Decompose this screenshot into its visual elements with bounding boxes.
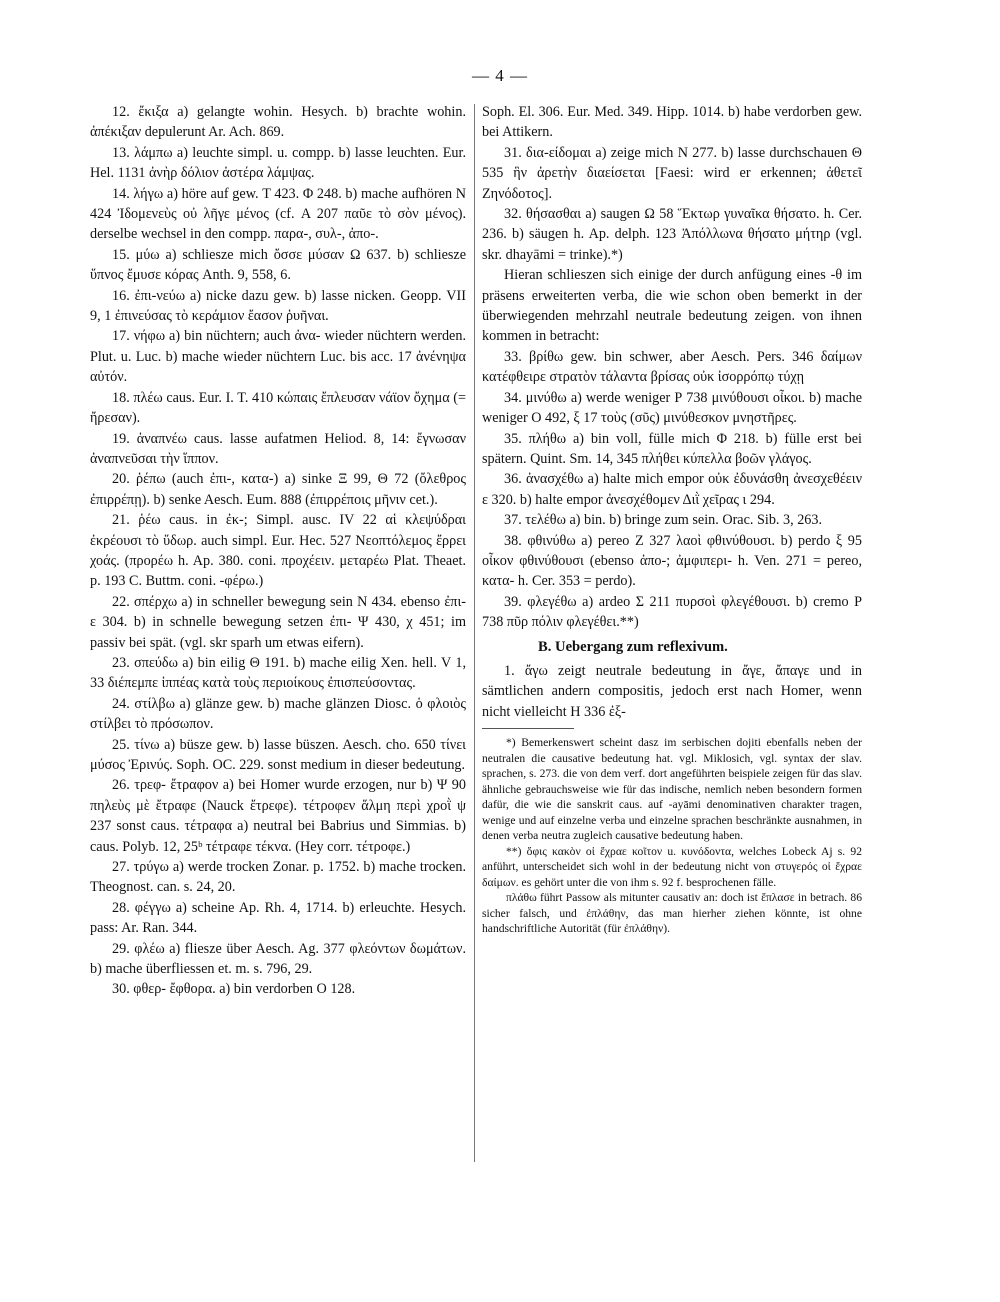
entry-22: 22. σπέρχω a) in schneller bewegung sein Ν 434. ebenso ἐπι- ε 304. b) in schnelle bewegung setzen ἐπι- Ψ 430, χ 451; im passiv bei spät. (vgl. skr sparh um etwas eifern).	[90, 593, 466, 651]
entry-35: 35. πλήθω a) bin voll, fülle mich Φ 218. b) fülle erst bei spätern. Quint. Sm. 14, 345 πλήθει κύπελλα βοῶν γλάγος.	[482, 430, 862, 467]
entry-32: 32. θήσασθαι a) saugen Ω 58 Ἕκτωρ γυναῖκα θήσατο. h. Cer. 236. b) säugen h. Ap. delph. 123 Ἀπόλλωνα θήσατο μήτηρ (vgl. skr. dhayāmi = trinke).*)	[482, 206, 862, 263]
entry-19: 19. ἀναπνέω caus. lasse aufatmen Heliod. 8, 14: ἔγνωσαν ἀναπνεῦσαι τὴν ἵππον.	[90, 430, 466, 467]
entry-17: 17. νήφω a) bin nüchtern; auch ἀνα- wieder nüchtern werden. Plut. u. Luc. b) mache wieder nüchtern Luc. bis acc. 17 ἀνένηψα αὐτόν.	[90, 328, 466, 386]
entry-33: 33. βρίθω gew. bin schwer, aber Aesch. Pers. 346 δαίμων κατέφθειρε στρατὸν τάλαντα βρίσας οὐκ ἰσορρόπῳ τύχῃ	[482, 348, 862, 386]
entry-30-continued: Soph. El. 306. Eur. Med. 349. Hipp. 1014. b) habe verdorben gew. bei Attikern.	[482, 104, 862, 141]
footnote-2: **) ὄφις κακὸν οἱ ἔχραε κοῖτον u. κυνόδοντα, welches Lobeck Aj s. 92 anführt, unterscheidet sich wohl in der bedeutung nicht von στυγερός οἱ ἔχραε δαίμων. es gehört unter die von ihm s. 92 f. besprochenen fälle.	[482, 844, 862, 889]
footnote-1: *) Bemerkenswert scheint dasz im serbischen dojiti ebenfalls neben der neutralen die causative bedeutung hat. vgl. Miklosich, vgl. syntax der slav. sprachen, s. 273. die von dem verf. dort angeführten beispiele zeigen für das slav. ähnliche gebrauchsweise wie für das indische, nemlich neben besondern formen dafür, die wie die sanskrit caus. auf -ayāmi denominativen charakter tragen, wenige und auf einzelne verba und einzelne sprachen beschränkte ausnahmen, in denen verba neutra zugleich causative bedeutung haben.	[482, 736, 862, 843]
entry-27: 27. τρύγω a) werde trocken Zonar. p. 1752. b) mache trocken. Theognost. can. s. 24, 20.	[90, 859, 466, 896]
intro-paragraph: Hieran schlieszen sich einige der durch anfügung eines -θ im präsens erweiterten verba, die wie schon oben bemerkt in der überwiegenden mehrzahl neutrale bedeutung zeigen. von ihnen kommen in betracht:	[482, 267, 862, 345]
entry-28: 28. φέγγω a) scheine Ap. Rh. 4, 1714. b) erleuchte. Hesych. pass: Ar. Ran. 344.	[90, 899, 466, 937]
entry-34: 34. μινύθω a) werde weniger Ρ 738 μινύθουσι οἶκοι. b) mache weniger Ο 492, ξ 17 τοὺς (σῦς) μινύθεσκον μνηστῆρες.	[482, 389, 862, 427]
entry-23: 23. σπεύδω a) bin eilig Θ 191. b) mache eilig Xen. hell. V 1, 33 διέπεμπε ἱππέας κατὰ τοὺς περιοίκους ἐπισπεύσοντας.	[90, 654, 466, 692]
entry-29: 29. φλέω a) fliesze über Aesch. Ag. 377 φλεόντων δωμάτων. b) mache überfliessen et. m. s. 796, 29.	[90, 940, 466, 978]
column-divider	[474, 104, 475, 1162]
entry-26: 26. τρεφ- ἔτραφον a) bei Homer wurde erzogen, nur b) Ψ 90 πηλεὺς μὲ ἔτραφε (Nauck ἔτρεφε). τέτροφεν ἅλμη περὶ χροῒ ψ 237 sonst caus. τέτραφα a) neutral bei Babrius und Simmias. b) caus. Polyb. 12, 25ᵇ τέτραφε τέκνα. (Hey corr. τέτροφε.)	[90, 777, 466, 855]
entry-31: 31. δια-είδομαι a) zeige mich Ν 277. b) lasse durchschauen Θ 535 ἣν ἀρετὴν διαείσεται [Faesi: wird er erkennen; ἀθετεῖ Ζηνόδοτος].	[482, 144, 862, 202]
entry-25: 25. τίνω a) büsze gew. b) lasse büszen. Aesch. cho. 650 τίνει μύσος Ἐρινύς. Soph. OC. 229. sonst medium in dieser bedeutung.	[90, 736, 466, 773]
left-column	[90, 102, 466, 1000]
entry-39: 39. φλεγέθω a) ardeo Σ 211 πυρσοὶ φλεγέθουσι. b) cremo Ρ 738 πῦρ πόλιν φλεγέθει.**)	[482, 593, 862, 631]
footnote-3: πλάθω führt Passow als mitunter causativ an: doch ist ἔπλασε in betrach. 86 sicher falsch, und ἐπλάθην, das man hierher ziehen könnte, ist ohne handschriftliche Autorität (für ἐπλάθην).	[482, 891, 862, 936]
entry-13: 13. λάμπω a) leuchte simpl. u. compp. b) lasse leuchten. Eur. Hel. 1131 ἀνὴρ δόλιον ἀστέρα λάμψας.	[90, 144, 466, 182]
entry-24: 24. στίλβω a) glänze gew. b) mache glänzen Diosc. ὁ φλοιὸς στίλβει τὸ πρόσωπον.	[90, 695, 466, 733]
entry-18: 18. πλέω caus. Eur. I. T. 410 κώπαις ἔπλευσαν νάϊον ὄχημα (= ἤρεσαν).	[90, 389, 466, 427]
entry-15: 15. μύω a) schliesze mich ὄσσε μύσαν Ω 637. b) schliesze ὕπνος ἔμυσε κόρας Anth. 9, 558, 6.	[90, 246, 466, 284]
entry-20: 20. ῥέπω (auch ἐπι-, κατα-) a) sinke Ξ 99, Θ 72 (ὄλεθρος ἐπιρρέπῃ). b) senke Aesch. Eum. 888 (ἐπιρρέποις μῆνιν cet.).	[90, 471, 466, 508]
page-number: — 4 —	[472, 66, 528, 85]
entry-30: 30. φθερ- ἔφθορα. a) bin verdorben Ο 128.	[112, 981, 356, 998]
footnote-rule	[482, 728, 574, 729]
right-column	[482, 102, 862, 937]
entry-37: 37. τελέθω a) bin. b) bringe zum sein. Orac. Sib. 3, 263.	[504, 512, 823, 529]
entry-36: 36. ἀνασχέθω a) halte mich empor οὐκ ἐδυνάσθη ἀνεσχεθέειν ε 320. b) halte empor ἀνεσχέθομεν Διῒ χεῖρας ι 294.	[482, 471, 862, 508]
entry-12: 12. ἔκιξα a) gelangte wohin. Hesych. b) brachte wohin. ἀπέκιξαν depulerunt Ar. Ach. 869.	[90, 104, 466, 141]
entry-21: 21. ῥέω caus. in ἐκ-; Simpl. ausc. IV 22 αἱ κλεψύδραι ἐκρέουσι τὸ ὕδωρ. auch simpl. Eur. Hec. 527 Νεοπτόλεμος ἔρρει χοάς. (προρέω h. Ap. 380. coni. προχέειν. μεταρέω Plat. Theaet. p. 193 C. Buttm. coni. -φέρω.)	[90, 512, 466, 590]
entry-16: 16. ἐπι-νεύω a) nicke dazu gew. b) lasse nicken. Geopp. VII 9, 1 ἐπινεύσας τὸ κεράμιον ἔασον ῥυῆναι.	[90, 287, 466, 325]
section-body: 1. ἄγω zeigt neutrale bedeutung in ἄγε, ἄπαγε und in sämtlichen andern compositis, jedoch erst nach Homer, wenn nicht vielleicht Η 336 ἐξ-	[482, 662, 862, 720]
entry-38: 38. φθινύθω a) pereo Ζ 327 λαοὶ φθινύθουσι. b) perdo ξ 95 οἶκον φθινύθουσι (ebenso ἀπο-; ἀμφιπερι- h. Ven. 271 = pereo, κατα- h. Cer. 353 = perdo).	[482, 532, 862, 590]
section-heading: B. Uebergang zum reflexivum.	[538, 638, 728, 655]
entry-14: 14. λήγω a) höre auf gew. Τ 423. Φ 248. b) mache aufhören Ν 424 Ἰδομενεὺς οὐ λῆγε μένος (cf. Α 207 παῦε τὸ σὸν μένος). derselbe wechsel in den compp. παρα-, συλ-, ἀπο-.	[90, 185, 466, 243]
